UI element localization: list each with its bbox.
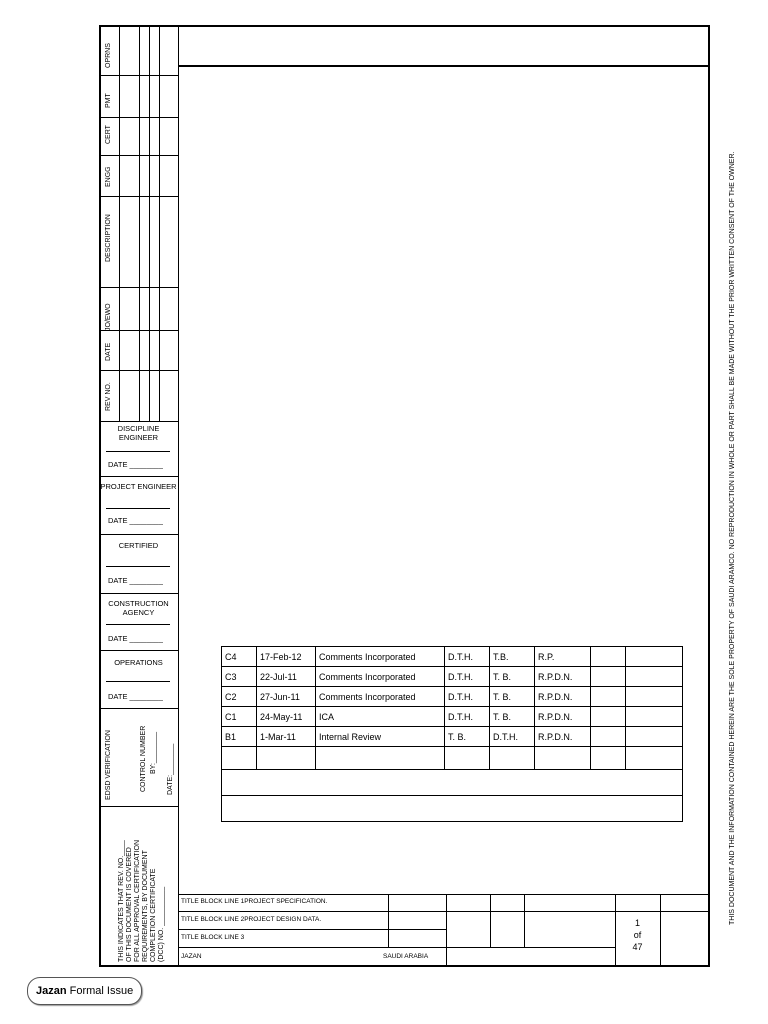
rev-cell: R.P.D.N.: [535, 707, 591, 727]
rev-cell: T. B.: [490, 687, 535, 707]
date-label: DATE ________: [108, 576, 163, 585]
rev-cell: T. B.: [490, 667, 535, 687]
rev-cell: [626, 647, 683, 667]
rev-cell: 24-May-11: [257, 707, 316, 727]
rev-col-line: [119, 25, 120, 421]
date-label: DATE ________: [108, 516, 163, 525]
note-line: FOR ALL APPROVAL CERTIFICATION: [134, 839, 141, 962]
rev-col-line: [149, 25, 150, 421]
block-divider: [99, 708, 178, 709]
edsd-by: BY:________: [150, 731, 157, 774]
edsd-title: EDSD VERIFICATION: [105, 730, 112, 800]
edsd-date: DATE:________: [167, 743, 174, 795]
block-divider: [99, 476, 178, 477]
rev-cell: D.T.H.: [490, 727, 535, 747]
rev-cell: Comments Incorporated: [316, 667, 445, 687]
rev-cell: [626, 667, 683, 687]
rev-cell: [591, 747, 626, 770]
rev-cell: [535, 747, 591, 770]
rev-cell: C4: [222, 647, 257, 667]
rev-cell: Comments Incorporated: [316, 647, 445, 667]
title-block-row: [615, 911, 710, 912]
rev-row-line: [99, 370, 178, 371]
country-label: SAUDI ARABIA: [383, 953, 429, 960]
date-label: DATE ________: [108, 692, 163, 701]
rev-row-line: [99, 75, 178, 76]
title-block-col: [490, 894, 491, 947]
operations-label: OPERATIONS: [114, 658, 163, 667]
title-block-col: [524, 894, 525, 947]
table-row: [222, 747, 683, 770]
rev-cell: 17-Feb-12: [257, 647, 316, 667]
rev-cell: D.T.H.: [445, 667, 490, 687]
rev-cell: [626, 747, 683, 770]
discipline-engineer-label: DISCIPLINE ENGINEER: [117, 424, 160, 442]
rev-cell: T. B.: [490, 707, 535, 727]
table-row: [222, 667, 683, 687]
rev-cell: 22-Jul-11: [257, 667, 316, 687]
rev-row-line: [99, 117, 178, 118]
rev-cell: [591, 667, 626, 687]
table-row: [222, 796, 683, 822]
rev-cell: [591, 727, 626, 747]
sheet-of: of: [633, 930, 642, 940]
rev-cell: R.P.: [535, 647, 591, 667]
block-divider: [99, 593, 178, 594]
rev-cell: [626, 707, 683, 727]
rev-cell: R.P.D.N.: [535, 667, 591, 687]
rev-cell: D.T.H.: [445, 707, 490, 727]
note-line: COMPLETION CERTIFICATE: [150, 868, 157, 962]
rev-col-description: DESCRIPTION: [105, 214, 112, 262]
title-block-col: [660, 894, 661, 967]
rev-cell: R.P.D.N.: [535, 727, 591, 747]
left-column-divider: [178, 25, 179, 967]
drawing-frame: [99, 25, 710, 967]
rev-cell: C2: [222, 687, 257, 707]
rev-cell: [316, 747, 445, 770]
rev-cell: ICA: [316, 707, 445, 727]
title-block-row: [178, 947, 615, 948]
rev-col-pmt: PMT: [105, 93, 112, 108]
rev-row-line: [99, 155, 178, 156]
rev-cell: T. B.: [445, 727, 490, 747]
title-block-row: [178, 929, 446, 930]
note-line: (DCC) NO. __________: [158, 886, 165, 962]
note-line: REQUIREMENTS, BY DOCUMENT: [142, 850, 149, 962]
rev-cell: 1-Mar-11: [257, 727, 316, 747]
rev-col-joewo: JO/EWO: [105, 303, 112, 331]
rev-cell: B1: [222, 727, 257, 747]
rev-col-line: [139, 25, 140, 421]
rev-row-line: [99, 421, 178, 422]
rev-cell: [626, 727, 683, 747]
rev-row-line: [99, 287, 178, 288]
title-block-col: [388, 894, 389, 947]
table-row: [222, 707, 683, 727]
edsd-control: CONTROL NUMBER: [140, 725, 147, 792]
date-label: DATE ________: [108, 460, 163, 469]
signature-line: [106, 451, 170, 452]
rev-col-engg: ENGG: [105, 166, 112, 187]
rev-cell: 27-Jun-11: [257, 687, 316, 707]
badge-bold: Jazan: [36, 985, 67, 997]
rev-cell: [591, 707, 626, 727]
location-label: JAZAN: [181, 953, 202, 960]
block-divider: [99, 650, 178, 651]
rev-cell: R.P.D.N.: [535, 687, 591, 707]
title-line-3: TITLE BLOCK LINE 3: [181, 934, 245, 941]
header-box-bottom: [178, 65, 710, 67]
signature-line: [106, 624, 170, 625]
rev-cell: T.B.: [490, 647, 535, 667]
rev-cell: D.T.H.: [445, 687, 490, 707]
table-row: [222, 727, 683, 747]
rev-cell: Comments Incorporated: [316, 687, 445, 707]
rev-cell: Internal Review: [316, 727, 445, 747]
badge-rest: Formal Issue: [66, 985, 134, 997]
date-label: DATE ________: [108, 634, 163, 643]
rev-cell: [222, 770, 683, 796]
rev-cell: [257, 747, 316, 770]
rev-cell: C1: [222, 707, 257, 727]
rev-col-revno: REV NO.: [105, 382, 112, 411]
rev-cell: [490, 747, 535, 770]
rev-col-cert: CERT: [105, 125, 112, 144]
rev-row-line: [99, 196, 178, 197]
signature-line: [106, 508, 170, 509]
table-row: [222, 687, 683, 707]
title-block-col: [446, 894, 447, 967]
rev-cell: D.T.H.: [445, 647, 490, 667]
title-line-1: TITLE BLOCK LINE 1PROJECT SPECIFICATION.: [181, 898, 328, 905]
title-line-2: TITLE BLOCK LINE 2PROJECT DESIGN DATA.: [181, 916, 322, 923]
project-engineer-label: PROJECT ENGINEER: [100, 482, 177, 491]
block-divider: [99, 534, 178, 535]
rev-cell: C3: [222, 667, 257, 687]
certified-label: CERTIFIED: [118, 541, 159, 550]
title-block-row: [446, 911, 616, 912]
construction-agency-label: CONSTRUCTION AGENCY: [108, 599, 169, 617]
sheet-number: 1: [634, 918, 640, 928]
revision-table: [221, 646, 683, 822]
title-block-row: [178, 911, 446, 912]
rev-cell: [591, 647, 626, 667]
rev-col-line: [159, 25, 160, 421]
rev-col-date: DATE: [105, 342, 112, 361]
rev-cell: [222, 796, 683, 822]
sheet-total: 47: [632, 942, 643, 952]
note-line: THIS INDICATES THAT REV. NO.____: [118, 840, 125, 962]
rev-cell: [222, 747, 257, 770]
block-divider: [99, 806, 178, 807]
rev-cell: [591, 687, 626, 707]
signature-line: [106, 681, 170, 682]
formal-issue-badge[interactable]: [27, 977, 142, 1005]
rev-cell: [445, 747, 490, 770]
rev-cell: [626, 687, 683, 707]
ownership-notice: THIS DOCUMENT AND THE INFORMATION CONTAINED HEREIN ARE THE SOLE PROPERTY OF SAUDI ARAMCO. NO REPRODUCTION IN WHOLE OR PART SHALL BE MADE WITHOUT THE PRIOR WRITTEN CONSENT OF THE OWNER.: [729, 151, 736, 925]
rev-col-oprns: OPRNS: [105, 43, 112, 68]
title-block-top: [178, 894, 710, 895]
table-row: [222, 770, 683, 796]
signature-line: [106, 566, 170, 567]
note-line: OF THIS DOCUMENT IS COVERED: [126, 847, 133, 962]
table-row: [222, 647, 683, 667]
